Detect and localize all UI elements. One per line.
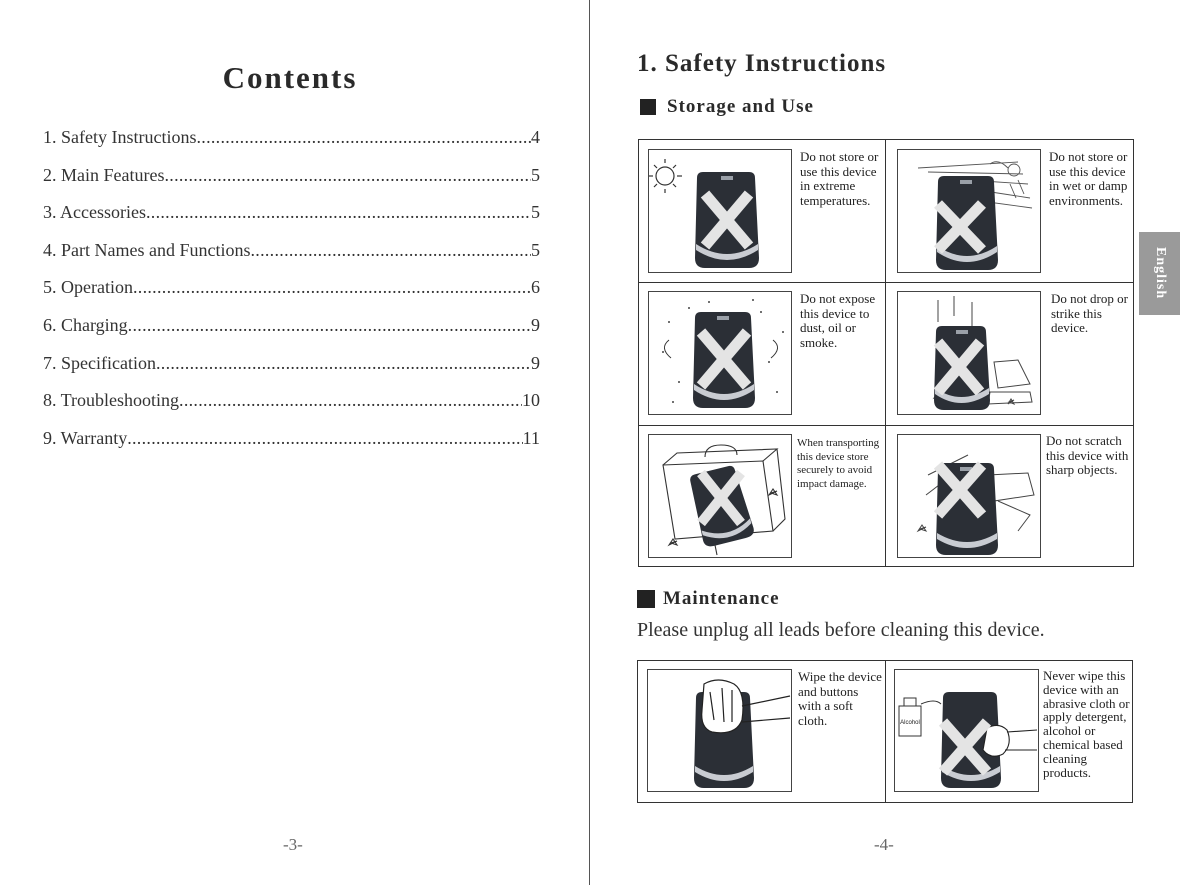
caption-soft-cloth: Wipe the device and buttons with a soft cloth. (798, 669, 882, 728)
caption-temperature: Do not store or use this device in extreme temperatures. (800, 149, 879, 208)
toc-item[interactable]: 3. Accessories ..... 5 (43, 202, 540, 240)
toc-item[interactable]: 5. Operation ..... 6 (43, 277, 540, 315)
caption-wet: Do not store or use this device in wet or damp environments. (1049, 149, 1128, 208)
page-divider (589, 0, 590, 885)
language-tab[interactable]: English (1139, 232, 1180, 315)
scratch-illustration (897, 434, 1041, 558)
drop-illustration (897, 291, 1041, 415)
toc-item[interactable]: 9. Warranty ..... 11 (43, 428, 540, 466)
toc-item[interactable]: 6. Charging ..... 9 (43, 315, 540, 353)
wet-illustration (897, 149, 1041, 273)
square-bullet-icon (640, 99, 656, 115)
caption-scratch: Do not scratch this device with sharp objects. (1046, 433, 1129, 477)
soft-cloth-illustration (647, 669, 792, 792)
toc-item[interactable]: 1. Safety Instructions ..... 4 (43, 127, 540, 165)
toc-item[interactable]: 7. Specification ..... 9 (43, 353, 540, 391)
caption-transport: When transporting this device store securely to avoid impact damage. (797, 437, 880, 490)
table-of-contents (43, 127, 540, 465)
page-number-right: -4- (874, 835, 894, 854)
toc-item[interactable]: 4. Part Names and Functions ..... 5 (43, 240, 540, 278)
storage-heading: Storage and Use (640, 96, 814, 118)
storage-grid (638, 139, 1134, 567)
abrasive-cloth-illustration (894, 669, 1039, 792)
square-bullet-icon (637, 590, 655, 608)
caption-abrasive-cloth: Never wipe this device with an abrasive cloth or apply detergent, alcohol or chemical based cleaning products. (1043, 668, 1130, 780)
toc-item[interactable]: 2. Main Features ..... 5 (43, 165, 540, 203)
toc-item[interactable]: 8. Troubleshooting ..... 10 (43, 390, 540, 428)
temperature-illustration (648, 149, 792, 273)
contents-title: Contents (222, 60, 358, 95)
caption-drop: Do not drop or strike this device. (1051, 291, 1128, 335)
alcohol-bottle-label: Alcohol (900, 720, 920, 726)
caption-dust: Do not expose this device to dust, oil or smoke. (800, 291, 876, 350)
transport-illustration (648, 434, 792, 558)
maintenance-instruction: Please unplug all leads before cleaning this device. (637, 619, 1045, 641)
maintenance-grid (637, 660, 1133, 803)
page-number-left: -3- (283, 835, 303, 854)
section-title: 1. Safety Instructions (637, 50, 887, 77)
dust-illustration (648, 291, 792, 415)
maintenance-heading: Maintenance (637, 588, 780, 610)
